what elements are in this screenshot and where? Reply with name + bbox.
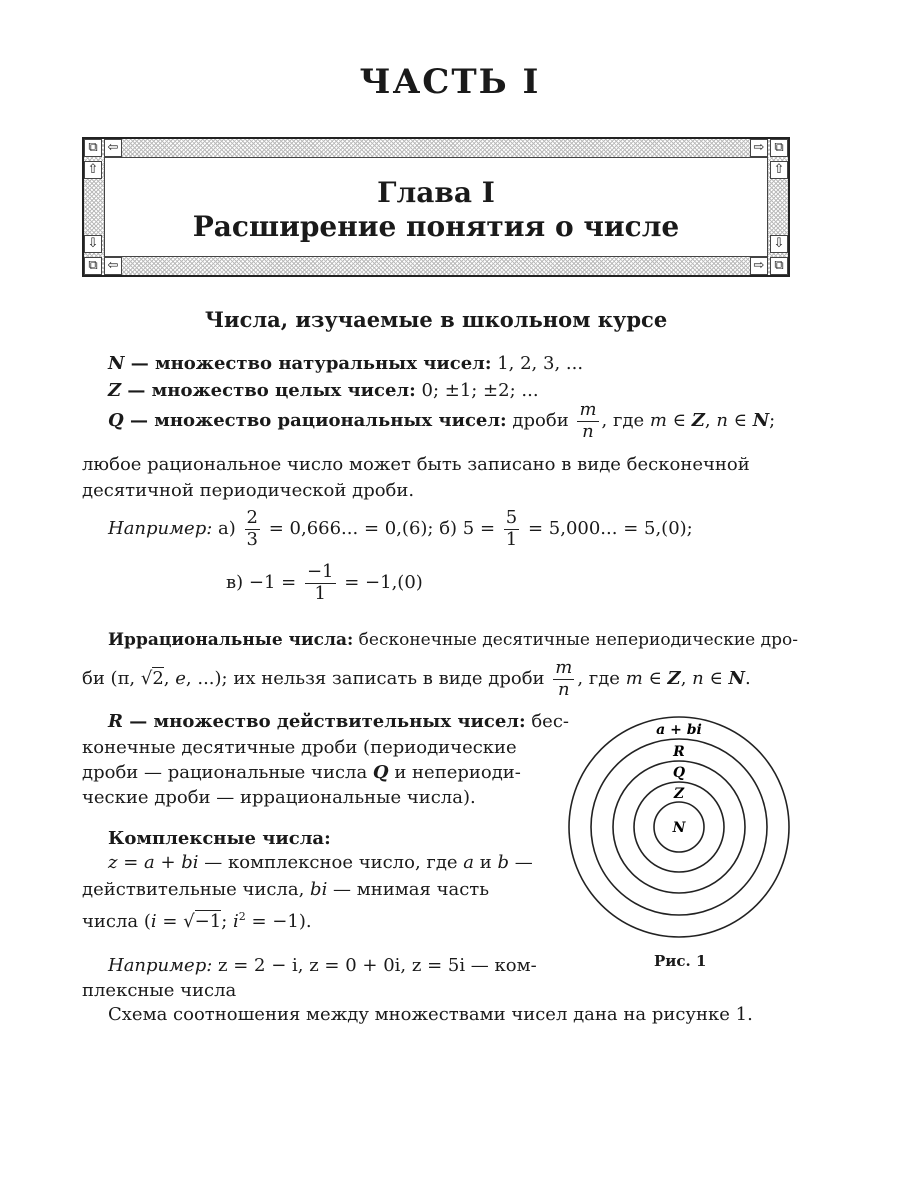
closing-sentence: Схема соотношения между множествами чисел дана на рисунке 1. <box>108 1004 753 1025</box>
natural-numbers-line <box>108 353 583 374</box>
frame-top-band <box>84 139 788 158</box>
label-rational: Q <box>672 765 686 781</box>
real-line-3: дроби — рациональные числа Q и непериоди- <box>82 762 521 783</box>
fraction-m-n: $\frac{m}{n}$ <box>555 657 573 700</box>
example-label: Например: <box>108 955 213 976</box>
natural-definition: — множество натуральных чисел: <box>124 353 492 374</box>
number-sets-diagram <box>566 710 792 946</box>
rational-note-line-2: десятичной периодической дроби. <box>82 480 415 501</box>
corner-icon: ⧉ <box>84 257 102 275</box>
irrational-line-2: би (π, √2, e, ...); их нельзя записать в виде дроби $\frac{m}{n}$ , где m ∈ Z, n ∈ N. <box>82 657 751 700</box>
arrow-left-icon: ⇦ <box>104 257 122 275</box>
natural-values: 1, 2, 3, ... <box>491 353 584 374</box>
rational-numbers-line: Q — множество рациональных чисел: дроби $\frac{m}{n}$ , где m ∈ Z, n ∈ N; <box>108 399 776 442</box>
sqrt-icon: √ <box>140 668 153 690</box>
label-complex: a + bi <box>656 722 702 738</box>
set-symbol-n: N <box>108 353 125 374</box>
complex-line-2: действительные числа, bi — мнимая часть <box>82 879 490 900</box>
fraction-5-1: $\frac{5}{1}$ <box>505 507 518 550</box>
integer-numbers-line <box>108 380 539 401</box>
set-symbol-z: Z <box>108 380 122 401</box>
part-title: ЧАСТЬ I <box>359 62 541 102</box>
integer-values: 0; ±1; ±2; ... <box>415 380 539 401</box>
chapter-frame <box>82 137 790 277</box>
example-rational-line: Например: а) $\frac{2}{3}$ = 0,666... = 0,(6); б) 5 = $\frac{5}{1}$ = 5,000... = 5,(0); <box>108 507 693 550</box>
real-line-1: R — множество действительных чисел: бес- <box>108 711 569 732</box>
rational-note-line-1: любое рациональное число может быть записано в виде бесконечной <box>82 454 750 475</box>
sqrt-icon: √ <box>183 911 195 932</box>
chapter-title: Расширение понятия о числе <box>192 210 680 243</box>
real-line-2: конечные десятичные дроби (периодические <box>82 737 517 758</box>
example-label: Например: <box>108 518 213 540</box>
label-natural: N <box>672 820 686 836</box>
section-title: Числа, изучаемые в школьном курсе <box>204 307 668 332</box>
fraction-2-3: $\frac{2}{3}$ <box>246 507 258 550</box>
corner-icon: ⧉ <box>770 257 788 275</box>
irrational-line-1: Иррациональные числа: бесконечные десятичные непериодические дро- <box>108 630 798 650</box>
real-line-4: ческие дроби — иррациональные числа). <box>82 787 476 808</box>
complex-formula: z = a + bi <box>108 852 199 873</box>
complex-line-3: числа (i = √−1; $i^2 = -1$). <box>82 910 312 932</box>
chapter-title-box <box>104 157 768 257</box>
example-complex-line-1: Например: z = 2 − i, z = 0 + 0i, z = 5i — ком- <box>108 955 537 976</box>
arrow-right-icon: ⇨ <box>750 139 768 157</box>
arrow-right-icon: ⇨ <box>750 257 768 275</box>
arrow-up-icon: ⇧ <box>84 161 102 179</box>
label-real: R <box>673 744 685 760</box>
corner-icon: ⧉ <box>770 139 788 157</box>
rational-definition: — множество рациональных чисел: <box>123 410 507 432</box>
arrow-down-icon: ⇩ <box>770 235 788 253</box>
chapter-number: Глава I <box>377 176 495 209</box>
corner-icon: ⧉ <box>84 139 102 157</box>
arrow-down-icon: ⇩ <box>84 235 102 253</box>
integer-definition: — множество целых чисел: <box>121 380 416 401</box>
label-integer: Z <box>673 786 685 802</box>
complex-heading: Комплексные числа: <box>108 828 331 849</box>
example-complex-line-2: плексные числа <box>82 980 237 1001</box>
fraction-m-n: $\frac{m}{n}$ <box>579 399 597 442</box>
set-symbol-q: Q <box>108 410 124 432</box>
figure-caption: Рис. 1 <box>654 952 707 970</box>
rational-frac-word: дроби <box>506 410 569 432</box>
frame-bottom-band <box>84 256 788 275</box>
arrow-up-icon: ⇧ <box>770 161 788 179</box>
arrow-left-icon: ⇦ <box>104 139 122 157</box>
irrational-heading: Иррациональные числа: <box>108 630 354 650</box>
fraction-neg1-1: $\frac{-1}{1}$ <box>306 561 334 604</box>
example-negative-line: в) −1 = $\frac{-1}{1}$ = −1,(0) <box>226 561 423 604</box>
set-symbol-r: R <box>108 711 123 732</box>
complex-line-1: z = a + bi — комплексное число, где a и b — <box>108 852 533 873</box>
